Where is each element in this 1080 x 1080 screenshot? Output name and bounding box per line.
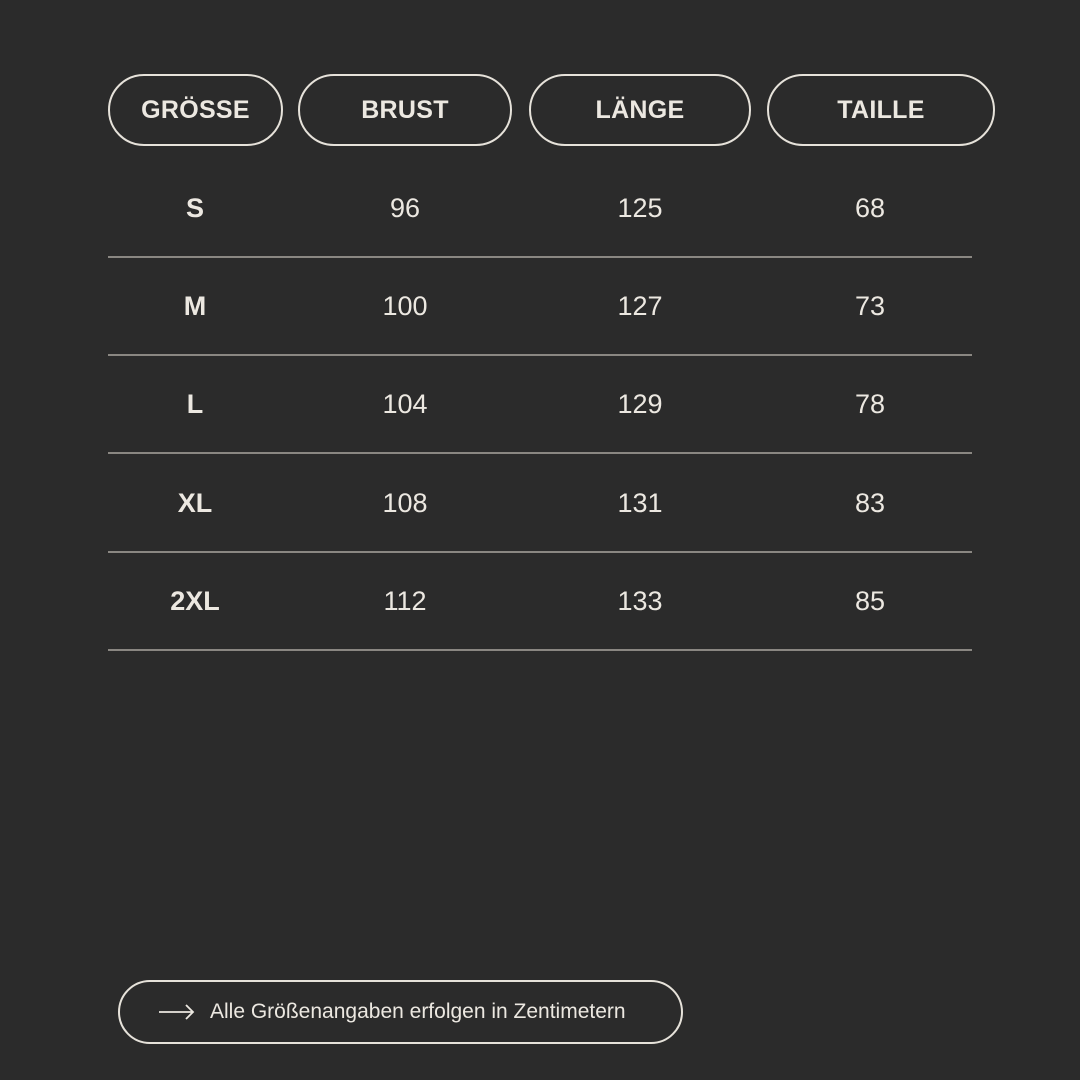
table-row bbox=[108, 160, 972, 258]
cell-chest: 100 bbox=[382, 290, 428, 321]
header-length: LÄNGE bbox=[529, 74, 751, 146]
row-divider bbox=[108, 452, 972, 454]
measurement-note bbox=[118, 980, 683, 1044]
cell-chest: 104 bbox=[382, 388, 428, 419]
cell-size: S bbox=[185, 192, 204, 223]
header-chest: BRUST bbox=[298, 74, 512, 146]
cell-length: 131 bbox=[617, 487, 663, 518]
cell-waist: 73 bbox=[854, 290, 886, 321]
table-row bbox=[108, 258, 972, 356]
arrow-right-icon bbox=[158, 1002, 196, 1022]
cell-chest: 96 bbox=[389, 192, 421, 223]
table-row bbox=[108, 455, 972, 553]
table-row bbox=[108, 553, 972, 651]
cell-length: 133 bbox=[617, 585, 663, 616]
header-size: GRÖSSE bbox=[108, 74, 283, 146]
cell-size: XL bbox=[177, 487, 213, 518]
cell-size: L bbox=[186, 388, 204, 419]
cell-waist: 78 bbox=[854, 388, 886, 419]
cell-size: M bbox=[183, 290, 207, 321]
table-row bbox=[108, 356, 972, 454]
note-text: Alle Größenangaben erfolgen in Zentimetern bbox=[210, 1000, 626, 1023]
row-divider bbox=[108, 649, 972, 651]
cell-chest: 108 bbox=[382, 487, 428, 518]
cell-waist: 83 bbox=[854, 487, 886, 518]
header-waist: TAILLE bbox=[767, 74, 995, 146]
cell-chest: 112 bbox=[383, 585, 427, 616]
cell-waist: 85 bbox=[854, 585, 886, 616]
cell-length: 127 bbox=[617, 290, 663, 321]
cell-length: 125 bbox=[617, 192, 663, 223]
cell-waist: 68 bbox=[854, 192, 886, 223]
cell-length: 129 bbox=[617, 388, 663, 419]
cell-size: 2XL bbox=[170, 585, 220, 616]
